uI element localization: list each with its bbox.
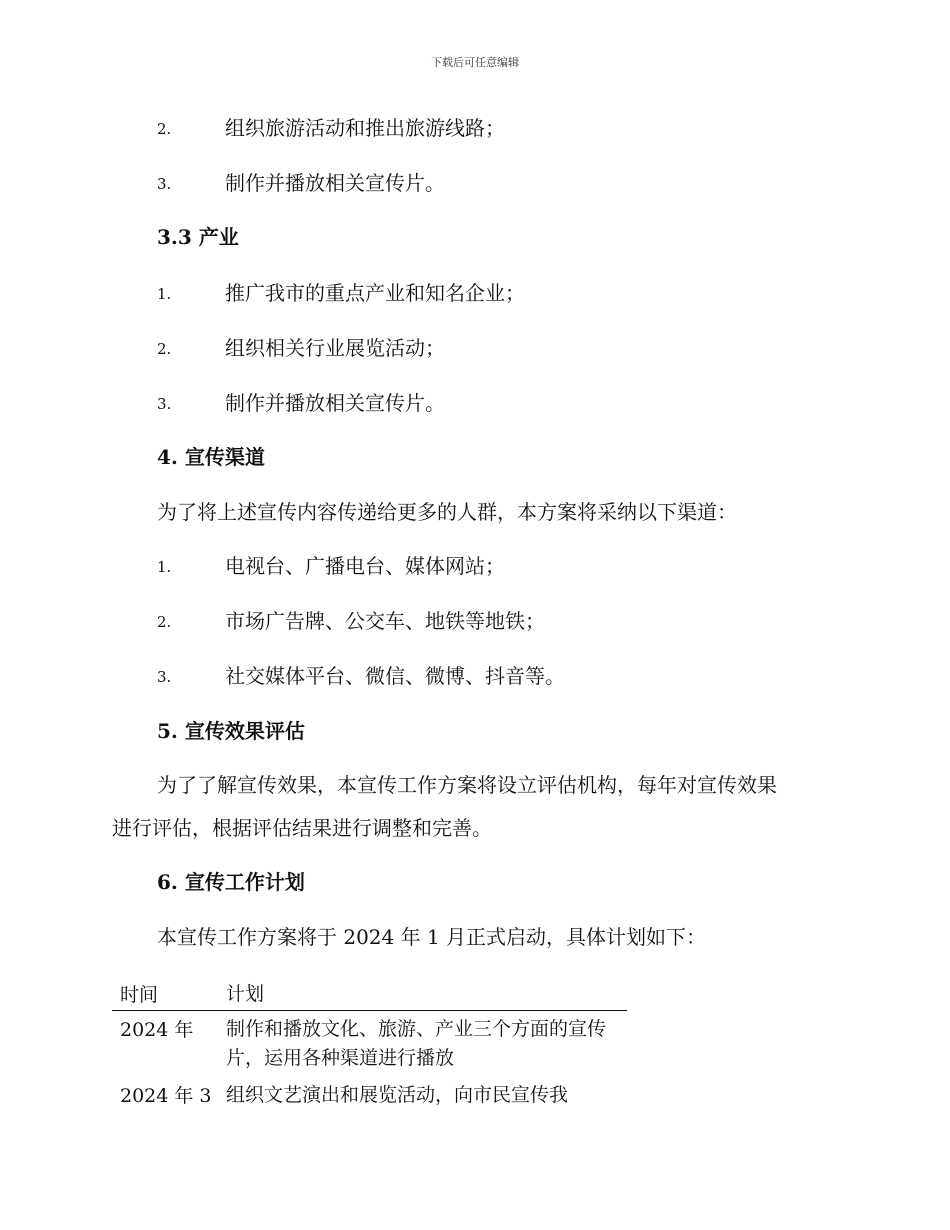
list-text: 组织相关行业展览活动； xyxy=(225,336,445,360)
page-header-watermark: 下载后可任意编辑 xyxy=(431,56,519,69)
table-cell-time: 2024 年 xyxy=(120,1019,194,1041)
list-number: 1. xyxy=(157,558,172,576)
table-header-time: 时间 xyxy=(120,984,159,1006)
table-header-plan: 计划 xyxy=(226,983,265,1005)
list-number: 3. xyxy=(157,175,172,193)
table-cell-plan: 制作和播放文化、旅游、产业三个方面的宣传片，运用各种渠道进行播放 xyxy=(226,1018,607,1069)
table-row xyxy=(112,1015,627,1081)
section-heading-evaluation: 5. 宣传效果评估 xyxy=(157,719,305,743)
list-item xyxy=(157,552,505,581)
table-header-row xyxy=(112,980,627,1011)
list-item xyxy=(157,334,445,363)
list-number: 2. xyxy=(157,120,172,138)
list-item xyxy=(157,169,445,198)
list-number: 3. xyxy=(157,395,172,413)
list-text: 社交媒体平台、微信、微博、抖音等。 xyxy=(225,664,565,688)
section-heading-plan: 6. 宣传工作计划 xyxy=(157,870,305,894)
list-number: 2. xyxy=(157,613,172,631)
evaluation-paragraph-line2: 进行评估，根据评估结果进行调整和完善。 xyxy=(112,816,492,840)
list-text: 制作并播放相关宣传片。 xyxy=(225,171,445,195)
list-number: 1. xyxy=(157,285,172,303)
list-text: 制作并播放相关宣传片。 xyxy=(225,391,445,415)
table-cell-time: 2024 年 3 xyxy=(120,1085,212,1107)
table-cell-plan: 组织文艺演出和展览活动，向市民宣传我 xyxy=(226,1084,569,1106)
section-heading-industry: 3.3 产业 xyxy=(157,225,239,249)
list-text: 电视台、广播电台、媒体网站； xyxy=(225,554,505,578)
section-heading-channels: 4. 宣传渠道 xyxy=(157,445,265,469)
list-item xyxy=(157,114,505,143)
plan-table xyxy=(112,980,627,1115)
list-item xyxy=(157,607,545,636)
list-item xyxy=(157,389,445,418)
list-text: 组织旅游活动和推出旅游线路； xyxy=(225,116,505,140)
plan-intro: 本宣传工作方案将于 2024 年 1 月正式启动，具体计划如下： xyxy=(157,925,707,949)
list-item xyxy=(157,662,565,691)
list-text: 推广我市的重点产业和知名企业； xyxy=(225,281,525,305)
evaluation-paragraph-line1: 为了了解宣传效果，本宣传工作方案将设立评估机构，每年对宣传效果 xyxy=(157,773,777,797)
list-number: 3. xyxy=(157,668,172,686)
list-number: 2. xyxy=(157,340,172,358)
table-row xyxy=(112,1081,627,1115)
list-text: 市场广告牌、公交车、地铁等地铁； xyxy=(225,609,545,633)
list-item xyxy=(157,279,525,308)
channels-intro: 为了将上述宣传内容传递给更多的人群，本方案将采纳以下渠道： xyxy=(157,500,737,524)
